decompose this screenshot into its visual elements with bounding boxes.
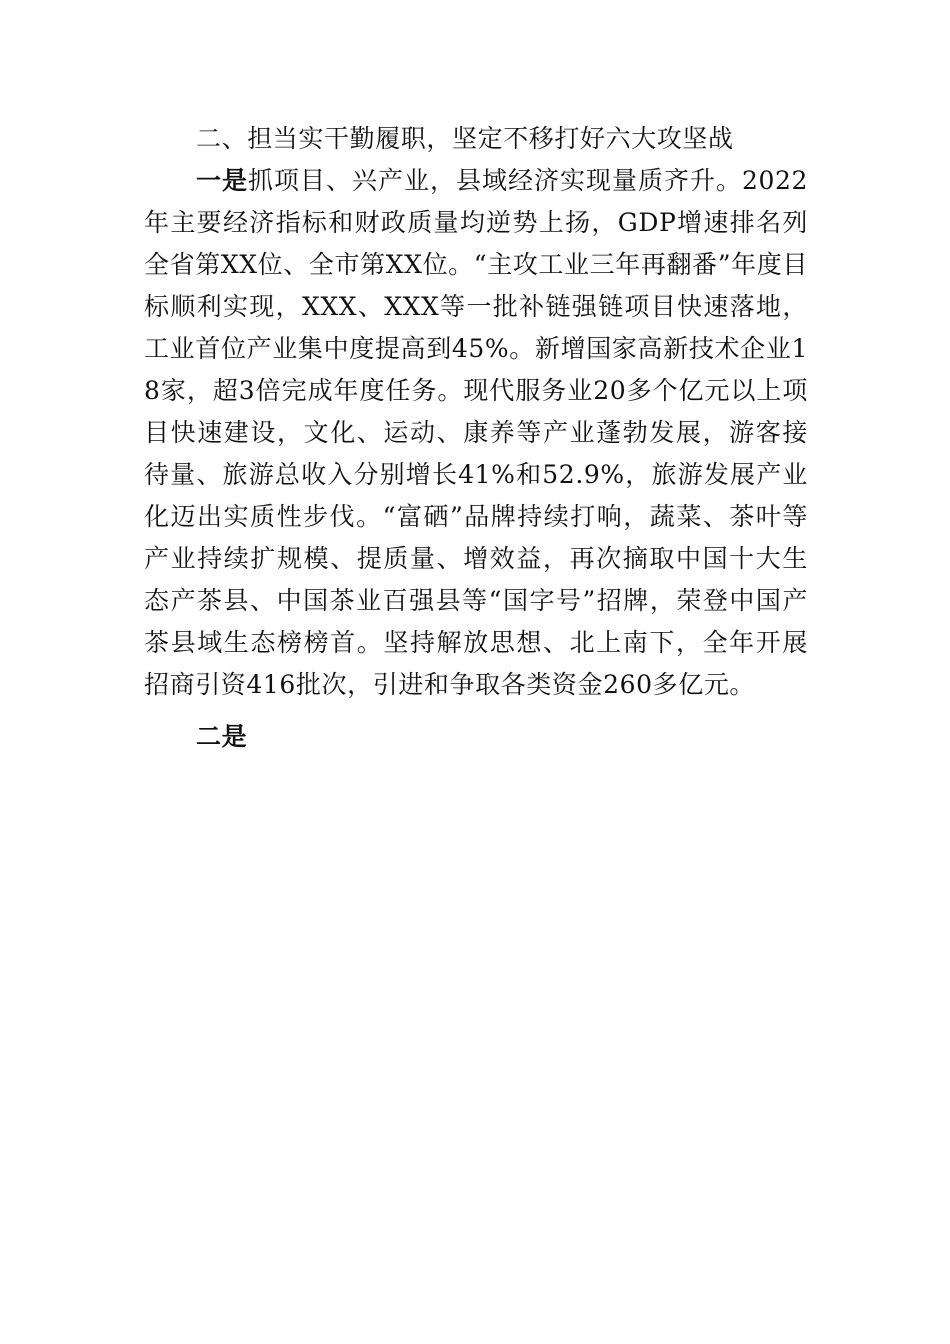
paragraph-1 xyxy=(144,160,808,706)
paragraph-1-lead: 一是 xyxy=(196,166,248,195)
paragraph-2 xyxy=(144,716,808,758)
section-heading: 二、担当实干勤履职，坚定不移打好六大攻坚战 xyxy=(196,124,734,153)
document-body xyxy=(144,118,808,758)
paragraph-1-text: 抓项目、兴产业，县域经济实现量质齐升。2022年主要经济指标和财政质量均逆势上扬，GDP增速排名列全省第XX位、全市第XX位。“主攻工业三年再翻番”年度目标顺利实现，XXX、XXX等一批补链强链项目快速落地，工业首位产业集中度提高到45%。新增国家高新技术企业18家，超3倍完成年度任务。现代服务业20多个亿元以上项目快速建设，文化、运动、康养等产业蓬勃发展，游客接待量、旅游总收入分别增长41%和52.9%，旅游发展产业化迈出实质性步伐。“富硒”品牌持续打响，蔬菜、茶叶等产业持续扩规模、提质量、增效益，再次摘取中国十大生态产茶县、中国茶业百强县等“国字号”招牌，荣登中国产茶县域生态榜榜首。坚持解放思想、北上南下，全年开展招商引资416批次，引进和争取各类资金260多亿元。 xyxy=(144,166,808,699)
paragraph-2-lead: 二是 xyxy=(196,722,248,751)
